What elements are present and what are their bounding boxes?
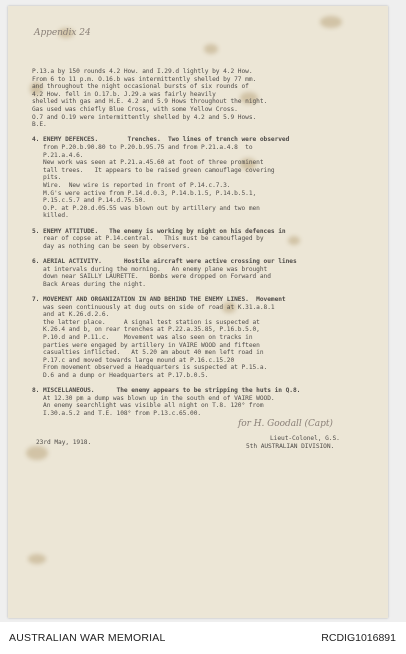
body-line: New work was seen at P.21.a.45.60 at foot of three prominent xyxy=(32,159,264,167)
stain-mark xyxy=(28,554,46,564)
body-line: I.30.a.5.2 and T.E. 108° from P.13.c.65.00. xyxy=(32,410,202,417)
body-line: and throughout the night occasional bursts of six rounds of xyxy=(32,83,249,91)
document-page xyxy=(8,6,388,618)
body-line: P.21.a.4.6. xyxy=(32,151,84,159)
body-line: From 6 to 11 p.m. O.16.b was intermittently shelled by 77 mm. xyxy=(32,75,257,83)
signatory-unit: 5th AUSTRALIAN DIVISION. xyxy=(246,443,335,450)
body-line: 8. MISCELLANEOUS. The enemy appears to be stripping the huts in Q.8. xyxy=(32,387,301,395)
body-line: the latter place. A signal test station is suspected at xyxy=(32,318,260,326)
body-line: rear of copse at P.14.central. This must be camouflaged by xyxy=(32,235,264,243)
record-id: RCDIG1016891 xyxy=(321,632,396,644)
body-line: P.10.d and P.11.c. Movement was also seen on tracks in xyxy=(32,334,253,341)
body-line: O.7 and O.19 were intermittently shelled by 4.2 and 5.9 Hows. xyxy=(32,113,257,121)
body-line: and at K.26.d.2.6. xyxy=(32,311,110,319)
document-date: 23rd May, 1918. xyxy=(36,439,92,446)
body-line: P.15.c.5.7 and P.14.d.75.50. xyxy=(32,197,146,205)
body-line: shelled with gas and H.E. 4.2 and 5.9 Hows throughout the night. xyxy=(32,98,268,106)
institution-name: AUSTRALIAN WAR MEMORIAL xyxy=(9,632,166,644)
stain-mark xyxy=(204,44,218,54)
body-line: pits. xyxy=(32,174,62,182)
body-line: D.6 and a dump or Headquarters at P.17.b.0.5. xyxy=(32,372,209,379)
body-line: 4.2 How. fell in O.17.b. J.29.a was fairly heavily xyxy=(32,90,216,98)
stain-mark xyxy=(288,236,300,245)
body-line: 4. ENEMY DEFENCES. Trenches. Two lines of trench were observed xyxy=(32,136,290,144)
body-line: from P.20.b.90.80 to P.20.b.95.75 and from P.21.a.4.8 to xyxy=(32,144,253,151)
body-line: day as nothing can be seen by observers. xyxy=(32,242,191,250)
body-line: From movement observed a Headquarters is suspected at P.15.a. xyxy=(32,364,268,372)
body-line: M.G's were active from P.14.d.0.3, P.14.b.1.5, P.14.b.5.1, xyxy=(32,189,257,197)
body-line: Wire. New wire is reported in front of P.14.c.7.3. xyxy=(32,182,231,189)
appendix-annotation: Appendix 24 xyxy=(34,28,91,38)
archive-footer xyxy=(0,622,406,654)
body-line: tall trees. It appears to be raised green camouflage covering xyxy=(32,166,275,174)
body-line: Back Areas during the night. xyxy=(32,280,146,288)
body-line: 7. MOVEMENT AND ORGANIZATION IN AND BEHIND THE ENEMY LINES. Movement xyxy=(32,296,286,303)
body-line: 5. ENEMY ATTITUDE. The enemy is working by night on his defences in xyxy=(32,227,286,235)
body-line: at intervals during the morning. An enemy plane was brought xyxy=(32,265,268,273)
handwritten-signature: for H. Goodall (Capt) xyxy=(238,419,333,429)
stain-mark xyxy=(26,446,48,460)
body-line: casualties inflicted. At 5.20 am about 40 men left road in xyxy=(32,349,264,357)
body-line: An enemy searchlight was visible all night on T.8. 120° from xyxy=(32,402,264,410)
body-line: P.17.c and moved towards large mound at P.16.c.15.20 xyxy=(32,356,235,364)
signatory-rank: Lieut-Colonel, G.S. xyxy=(270,435,340,442)
body-line: O.P. at P.20.d.05.55 was blown out by artillery and two men xyxy=(32,204,260,212)
body-line: Gas used was chiefly Blue Cross, with some Yellow Cross. xyxy=(32,106,238,113)
body-line: killed. xyxy=(32,212,69,220)
body-line: K.26.4 and b, on rear trenches at P.22.a.35.85, P.16.b.5.0, xyxy=(32,326,260,334)
body-line: B.E. xyxy=(32,121,47,129)
body-line: At 12.30 pm a dump was blown up in the south end of VAIRE WOOD. xyxy=(32,394,275,402)
stain-mark xyxy=(320,16,342,28)
body-line: down near SAILLY LAURETTE. Bombs were dropped on Forward and xyxy=(32,273,271,281)
body-line: 6. AERIAL ACTIVITY. Hostile aircraft were active crossing our lines xyxy=(32,258,297,265)
body-line: P.13.a by 150 rounds 4.2 How. and I.29.d lightly by 4.2 How. xyxy=(32,68,253,75)
body-line: was seen continuously at dug outs on side of road at K.31.a.8.1 xyxy=(32,303,275,311)
body-line: parties were engaged by artillery in VAIRE WOOD and fifteen xyxy=(32,341,260,349)
